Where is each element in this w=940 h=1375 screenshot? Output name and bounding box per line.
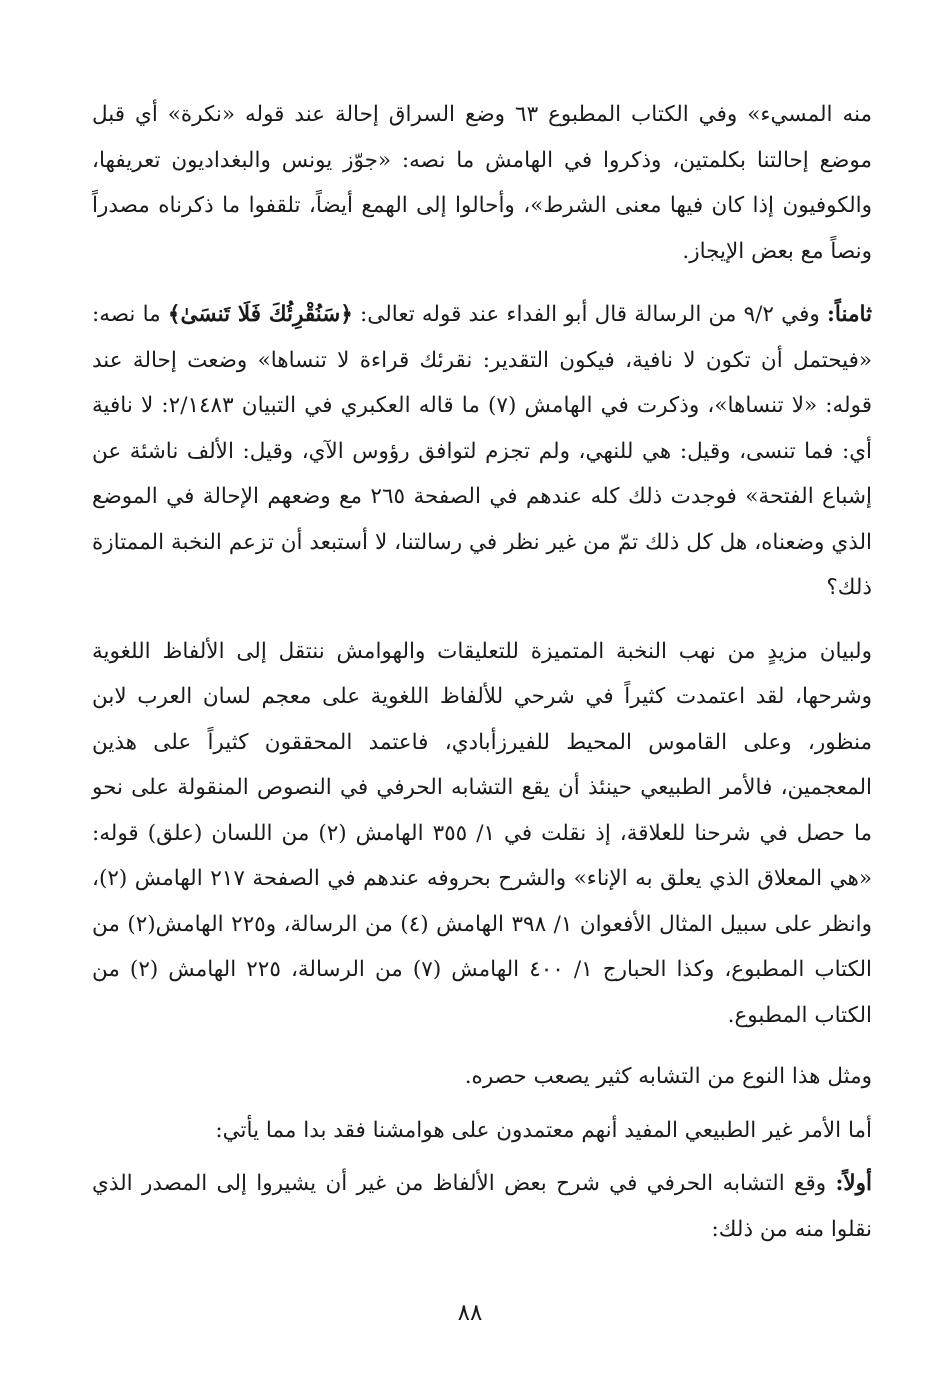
paragraph-1-text: منه المسيء» وفي الكتاب المطبوع ٦٣ وضع السراق إحالة عند قوله «نكرة» أي قبل موضع إحالتنا بكلمتين، وذكروا في الهامش ما نصه: «جوّز يونس والبغداديون تعريفها، والكوفيون إذا كان فيها معنى الشرط»، وأحالوا إلى الهمع أيضاً، تلقفوا ما ذكرناه مصدراً ونصاً مع بعض الإيجاز. — [92, 102, 872, 264]
paragraph-1 — [92, 92, 872, 274]
paragraph-2-text-before: وفي ٩/٢ من الرسالة قال أبو الفداء عند قوله تعالى: — [352, 302, 827, 327]
paragraph-5 — [92, 1108, 872, 1154]
paragraph-6-text: وقع التشابه الحرفي في شرح بعض الألفاظ من غير أن يشيروا إلى المصدر الذي نقلوا منه من ذلك: — [92, 1171, 872, 1242]
paragraph-2-text-after: ما نصه: «فيحتمل أن تكون لا نافية، فيكون التقدير: نقرئك قراءة لا تنساها» وضعت إحالة عند قوله: «لا تنساها»، وذكرت في الهامش (٧) ما قاله العكبري في التبيان ٢/١٤٨٣: لا نافية أي: فما تنسى، وقيل: هي للنهي، ولم تجزم لتوافق رؤوس الآي، وقيل: الألف ناشئة عن إشباع الفتحة» فوجدت ذلك كله عندهم في الصفحة ٢٦٥ مع وضعهم الإحالة في الموضع الذي وضعناه، هل كل ذلك تمّ من غير نظر في رسالتنا، لا أستبعد أن تزعم النخبة الممتازة ذلك؟ — [92, 302, 872, 600]
page-number: ٨٨ — [457, 1300, 483, 1326]
paragraph-2-lead: ثامناً: — [826, 302, 873, 327]
paragraph-4-text: ومثل هذا النوع من التشابه كثير يصعب حصره. — [464, 1064, 872, 1089]
paragraph-4 — [92, 1054, 872, 1100]
quran-verse: ﴿سَنُقْرِئُكَ فَلَا تَنسَىٰ﴾ — [167, 302, 353, 327]
paragraph-6-lead: أولاً: — [835, 1171, 872, 1196]
paragraph-3 — [92, 629, 872, 1039]
paragraph-6 — [92, 1161, 872, 1252]
paragraph-3-text: ولبيان مزيدٍ من نهب النخبة المتميزة للتعليقات والهوامش ننتقل إلى الألفاظ اللغوية وشرحها، لقد اعتمدت كثيراً في شرحي للألفاظ اللغوية على معجم لسان العرب لابن منظور، وعلى القاموس المحيط للفيرزأبادي، فاعتمد المحققون كثيراً على هذين المعجمين، فالأمر الطبيعي حينئذ أن يقع التشابه الحرفي في النصوص المنقولة على نحو ما حصل في شرحنا للعلاقة، إذ نقلت في ١/ ٣٥٥ الهامش (٢) من اللسان (علق) قوله: «هي المعلاق الذي يعلق به الإناء» والشرح بحروفه عندهم في الصفحة ٢١٧ الهامش (٢)، وانظر على سبيل المثال الأفعوان ١/ ٣٩٨ الهامش (٤) من الرسالة، و٢٢٥ الهامش(٢) من الكتاب المطبوع، وكذا الحبارج ١/ ٤٠٠ الهامش (٧) من الرسالة، ٢٢٥ الهامش (٢) من الكتاب المطبوع. — [92, 638, 873, 1028]
paragraph-2 — [92, 292, 872, 611]
paragraph-5-text: أما الأمر غير الطبيعي المفيد أنهم معتمدون على هوامشنا فقد بدا مما يأتي: — [215, 1117, 872, 1143]
